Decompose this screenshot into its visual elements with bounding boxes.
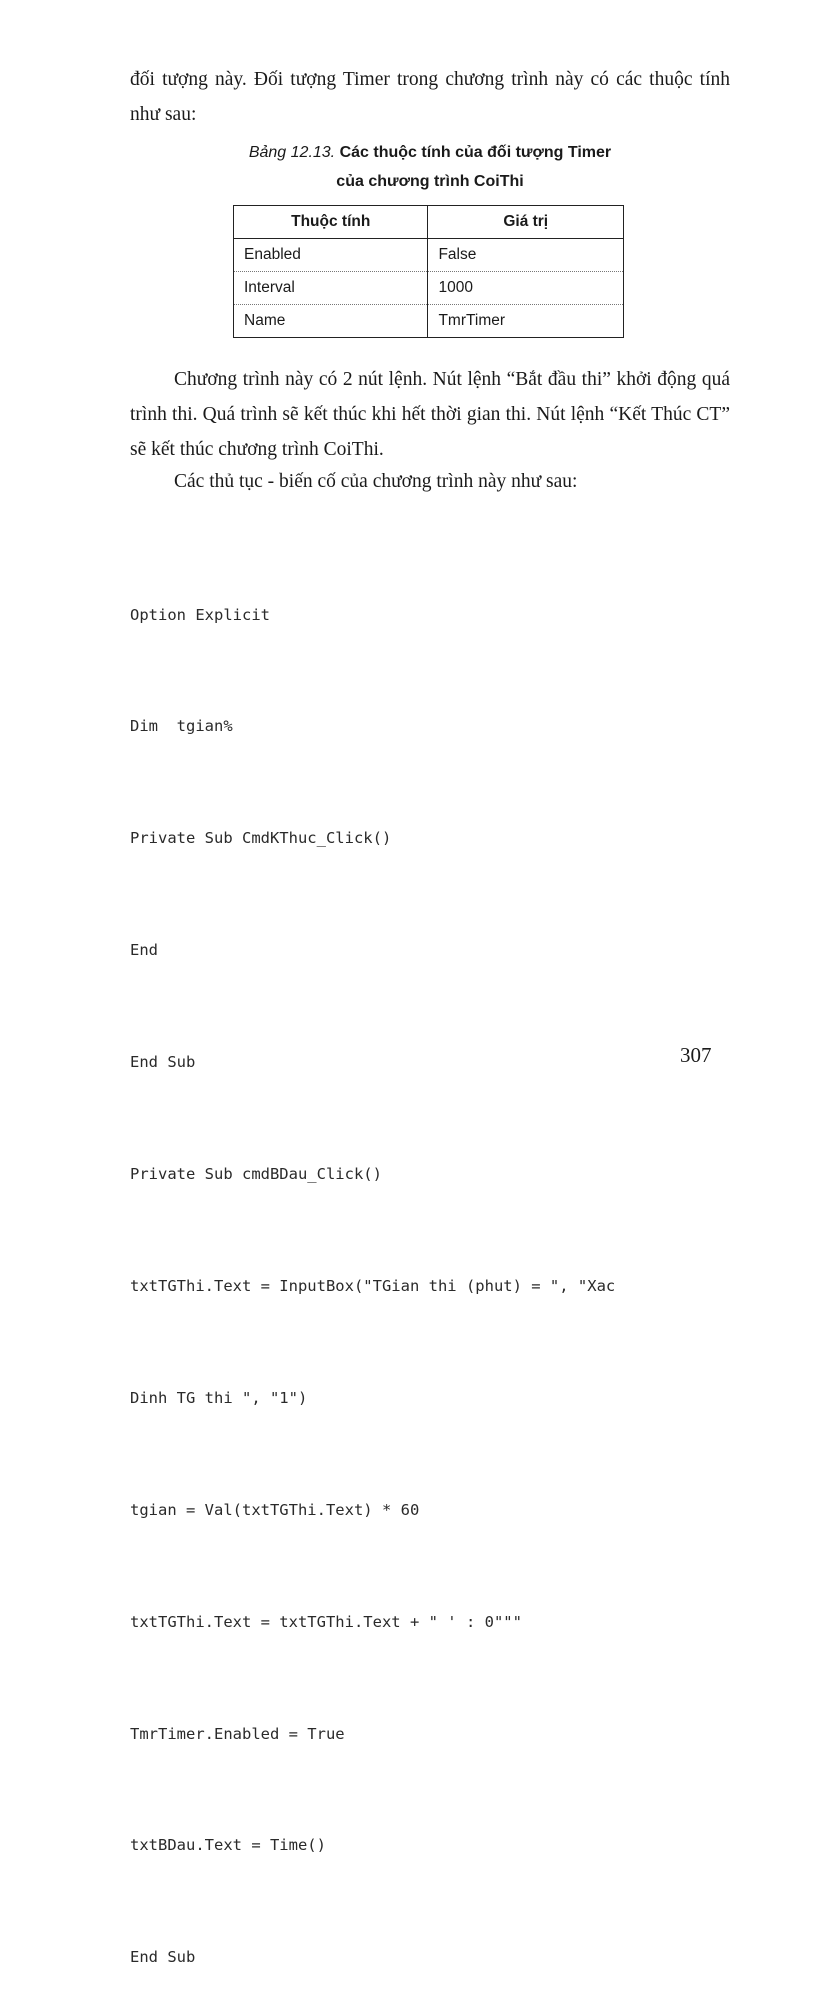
- table-caption-line2: [130, 167, 730, 197]
- intro-paragraph: đối tượng này. Đối tượng Timer trong chương trình này có các thuộc tính như sau:: [130, 69, 730, 125]
- code-line: TmrTimer.Enabled = True: [130, 1724, 345, 1743]
- table-header-property: Thuộc tính: [234, 206, 428, 239]
- table-caption-title-cont: của chương trình CoiThi: [336, 173, 524, 190]
- code-line: Dinh TG thi ", "1"): [130, 1388, 308, 1407]
- code-line: txtTGThi.Text = txtTGThi.Text + " ' : 0""": [130, 1612, 522, 1631]
- code-line: Private Sub cmdBDau_Click(): [130, 1165, 382, 1184]
- code-line: End Sub: [130, 1948, 196, 1967]
- code-line: txtBDau.Text = Time(): [130, 1836, 326, 1855]
- code-line: End Sub: [130, 1053, 196, 1072]
- timer-properties-table: [233, 205, 624, 338]
- table-cell-property: Interval: [234, 272, 428, 305]
- procedures-paragraph: Các thủ tục - biến cố của chương trình này như sau:: [174, 471, 578, 492]
- table-cell-value: False: [428, 239, 624, 272]
- table-row: [234, 272, 624, 305]
- code-line: tgian = Val(txtTGThi.Text) * 60: [130, 1500, 420, 1519]
- code-line: Private Sub CmdKThuc_Click(): [130, 829, 392, 848]
- table-cell-property: Name: [234, 305, 428, 338]
- code-line: txtTGThi.Text = InputBox("TGian thi (phut) = ", "Xac: [130, 1276, 616, 1295]
- table-cell-property: Enabled: [234, 239, 428, 272]
- table-caption-label: Bảng 12.13.: [248, 144, 336, 161]
- code-listing: [130, 522, 750, 2014]
- table-caption-title: Các thuộc tính của đối tượng Timer: [339, 144, 612, 161]
- code-line: Option Explicit: [130, 605, 270, 624]
- code-line: End: [130, 941, 158, 960]
- table-caption-line1: [130, 138, 730, 168]
- table-row: [234, 239, 624, 272]
- table-row: [234, 305, 624, 338]
- table-cell-value: TmrTimer: [428, 305, 624, 338]
- table-cell-value: 1000: [428, 272, 624, 305]
- table-header-value: Giá trị: [428, 206, 624, 239]
- code-line: Dim tgian%: [130, 717, 233, 736]
- table-header-row: [234, 206, 624, 239]
- page-number: 307: [680, 1043, 712, 1067]
- buttons-paragraph: Chương trình này có 2 nút lệnh. Nút lệnh “Bắt đầu thi” khởi động quá trình thi. Quá trình sẽ kết thúc khi hết thời gian thi. Nút lệnh “Kết Thúc CT” sẽ kết thúc chương trình CoiThi.: [130, 369, 730, 460]
